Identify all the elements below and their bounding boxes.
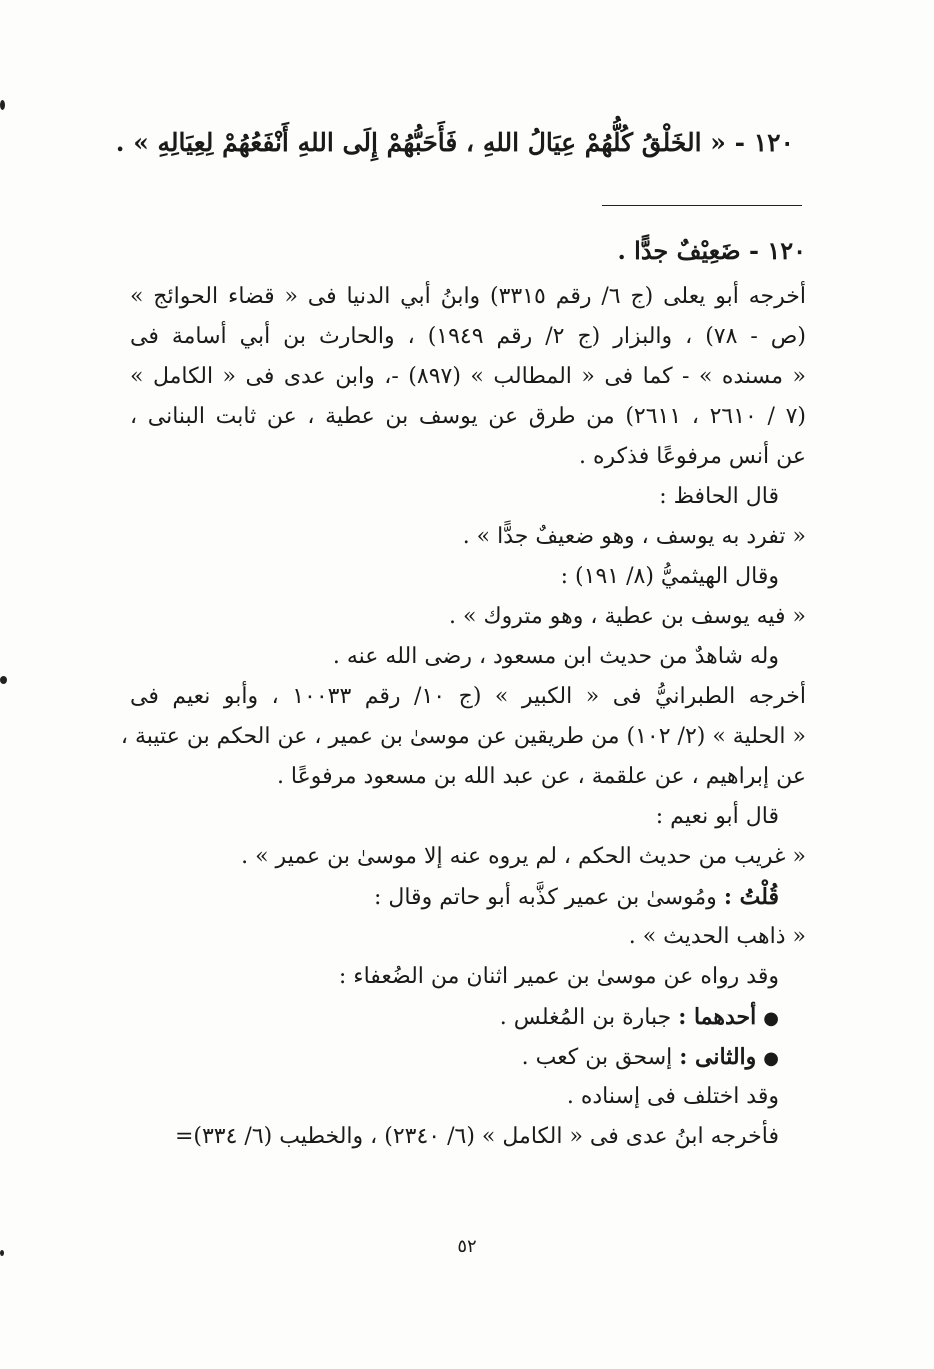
- verdict-title: ١٢٠ - ضَعِيْفٌ جدًّا .: [617, 236, 806, 265]
- bullet-icon: ●: [763, 1008, 779, 1029]
- hadith-heading: ١٢٠ - « الخَلْقُ كُلُّهُمْ عِيَالُ اللهِ ، فَأَحَبُّهُمْ إِلَى اللهِ أَنْفَعُهُمْ لِعِيَالِهِ » .: [115, 128, 794, 157]
- text-line: أخرجه أبو يعلى (ج ٦/ رقم ٣٣١٥) وابنُ أبي الدنيا فى « قضاء الحوائج »: [130, 284, 806, 309]
- quote-line: « تفرد به يوسف ، وهو ضعيفٌ جدًّا » .: [462, 524, 806, 549]
- separator-rule: [602, 205, 802, 206]
- text-line: (٧ / ٢٦١٠ ، ٢٦١١) من طرق عن يوسف بن عطية ، عن ثابت البنانى ،: [130, 404, 806, 429]
- quote-line: « غريب من حديث الحكم ، لم يروه عنه إلا موسىٰ بن عمير » .: [241, 844, 806, 869]
- bullet-item: [500, 1002, 779, 1034]
- qultu-label: قُلْتُ :: [723, 884, 779, 910]
- text-line: (ص - ٧٨) ، والبزار (ج ٢/ رقم ١٩٤٩) ، والحارث بن أبي أسامة فى: [130, 324, 806, 349]
- bullet-text: إسحق بن كعب .: [521, 1045, 673, 1070]
- text-line: وقد اختلف فى إسناده .: [566, 1084, 779, 1109]
- text-line: قال الحافظ :: [659, 484, 779, 509]
- text-line: « الحلية » (٢/ ١٠٢) من طريقين عن موسىٰ بن عمير ، عن الحكم بن عتيبة ،: [120, 724, 806, 749]
- text-line: عن أنس مرفوعًا فذكره .: [579, 444, 806, 469]
- bullet-label: والثانى :: [679, 1044, 757, 1070]
- text-line: عن إبراهيم ، عن علقمة ، عن عبد الله بن مسعود مرفوعًا .: [276, 764, 806, 789]
- bullet-text: جبارة بن المُغلس .: [499, 1005, 672, 1030]
- text-line: قال أبو نعيم :: [655, 804, 779, 829]
- quote-line: « فيه يوسف بن عطية ، وهو متروك » .: [449, 604, 806, 629]
- bullet-item: [522, 1042, 779, 1074]
- qultu-text: ومُوسىٰ بن عمير كذَّبه أبو حاتم وقال :: [373, 885, 717, 910]
- text-line: « مسنده » - كما فى « المطالب » (٨٩٧) -، وابن عدى فى « الكامل »: [130, 364, 806, 389]
- text-line: وقال الهيثميُّ (٨/ ١٩١) :: [560, 564, 779, 589]
- scan-mark: [0, 100, 5, 110]
- scan-mark: [0, 676, 7, 684]
- text-line: وقد رواه عن موسىٰ بن عمير اثنان من الضُعفاء :: [338, 964, 779, 989]
- text-line: فأخرجه ابنُ عدى فى « الكامل » (٦/ ٢٣٤٠) ، والخطيب (٦/ ٣٣٤)=: [174, 1124, 779, 1149]
- scan-mark: [0, 1250, 4, 1256]
- text-line: وله شاهدٌ من حديث ابن مسعود ، رضى الله عنه .: [332, 644, 779, 669]
- page-number: ٥٢: [457, 1236, 477, 1257]
- bullet-label: أحدهما :: [678, 1004, 757, 1030]
- quote-line: « ذاهب الحديث » .: [628, 924, 806, 949]
- qultu-line: [374, 882, 779, 913]
- bullet-icon: ●: [763, 1048, 779, 1069]
- text-line: أخرجه الطبرانيُّ فى « الكبير » (ج ١٠/ رقم ١٠٠٣٣ ، وأبو نعيم فى: [130, 684, 806, 709]
